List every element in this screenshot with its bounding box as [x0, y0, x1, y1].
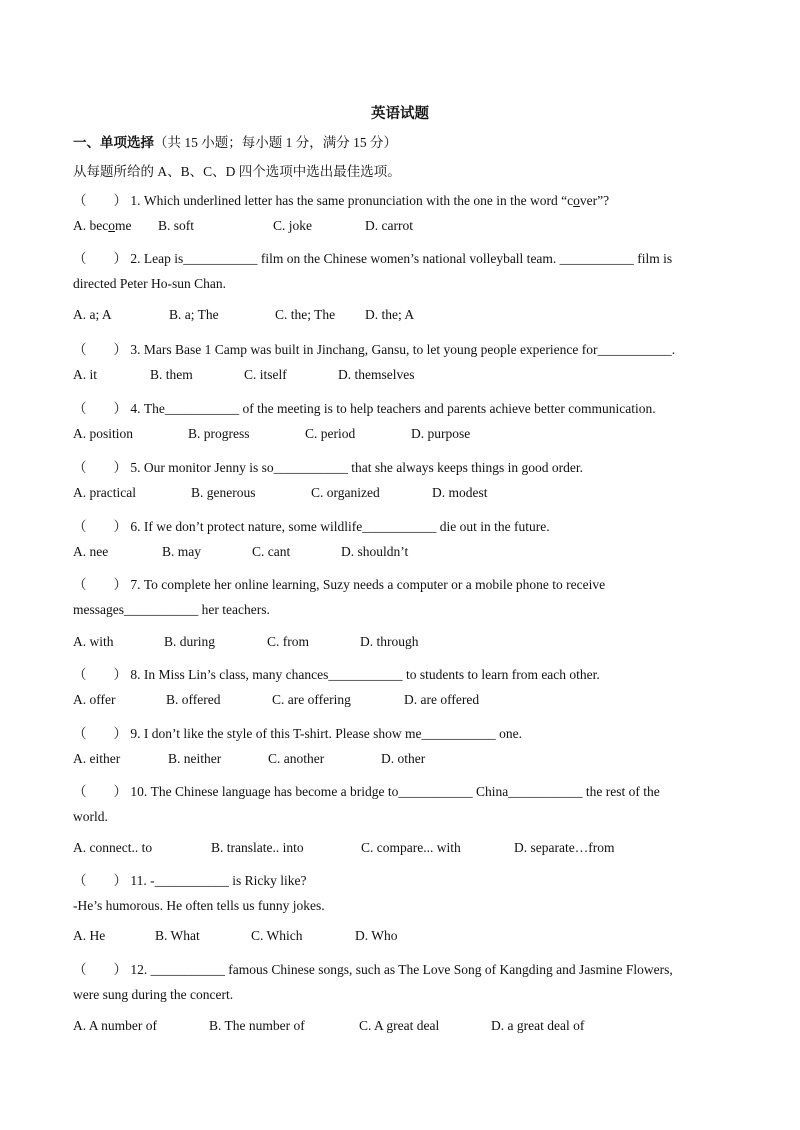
option-a: A. A number of	[73, 1018, 157, 1033]
question-text: 5. Our monitor Jenny is so___________ that she always keeps things in good order.	[130, 460, 583, 475]
question-text: 7. To complete her online learning, Suzy needs a computer or a mobile phone to receive	[130, 577, 606, 592]
option-a: A. it	[73, 367, 98, 382]
question-stem	[73, 780, 660, 800]
answer-blank: （ ）	[73, 251, 131, 266]
question-stem-continued	[73, 987, 233, 1003]
option-a: A. He	[73, 928, 106, 943]
option-c: C. are offering	[272, 692, 351, 707]
option-d: D. Who	[355, 928, 398, 943]
section-note: （共 15 小题；每小题 1 分，满分 15 分）	[154, 135, 397, 150]
question-text: 12. ___________ famous Chinese songs, such as The Love Song of Kangding and Jasmine Flowers,	[130, 962, 673, 977]
answer-blank: （ ）	[73, 401, 131, 416]
question-stem-continued	[73, 276, 226, 292]
option-d: D. the; A	[365, 307, 415, 322]
option-b: B. offered	[166, 692, 221, 707]
question-stem	[73, 869, 306, 889]
option-c: C. organized	[311, 485, 380, 500]
question-text: 4. The___________ of the meeting is to help teachers and parents achieve better communication.	[130, 401, 656, 416]
answer-blank: （ ）	[73, 460, 131, 475]
option-b: B. The number of	[209, 1018, 305, 1033]
option-c: C. period	[305, 426, 356, 441]
option-c: C. joke	[273, 218, 312, 233]
question-stem	[73, 189, 609, 209]
question-text: directed Peter Ho-sun Chan.	[73, 276, 226, 291]
option-a: A. practical	[73, 485, 136, 500]
question-stem	[73, 456, 583, 476]
question-text: messages___________ her teachers.	[73, 602, 270, 617]
question-stem	[73, 958, 673, 978]
page-title: 英语试题	[371, 106, 429, 122]
question-text: 6. If we don’t protect nature, some wildlife___________ die out in the future.	[130, 519, 550, 534]
option-a: A. position	[73, 426, 134, 441]
option-b: B. What	[155, 928, 200, 943]
option-c: C. cant	[252, 544, 291, 559]
option-d: D. separate…from	[514, 840, 615, 855]
question-text: 1. Which underlined letter has the same pronunciation with the one in the word “cover”?	[130, 193, 610, 208]
question-stem	[73, 397, 656, 417]
section-heading-text: 一、单项选择	[73, 135, 154, 150]
question-stem	[73, 722, 522, 742]
option-b: B. them	[150, 367, 193, 382]
option-b: B. translate.. into	[211, 840, 304, 855]
option-b: B. progress	[188, 426, 250, 441]
option-c: C. Which	[251, 928, 303, 943]
option-d: D. modest	[432, 485, 488, 500]
question-text: 3. Mars Base 1 Camp was built in Jinchang, Gansu, to let young people experience for___________.	[130, 342, 676, 357]
section-heading	[73, 131, 397, 151]
question-text: -He’s humorous. He often tells us funny jokes.	[73, 898, 325, 913]
option-c: C. another	[268, 751, 325, 766]
section-instruction: 从每题所给的 A、B、C、D 四个选项中选出最佳选项。	[73, 164, 401, 179]
option-d: D. shouldn’t	[341, 544, 409, 559]
question-text: 11. -___________ is Ricky like?	[130, 873, 307, 888]
answer-blank: （ ）	[73, 193, 131, 208]
question-stem	[73, 338, 675, 358]
option-d: D. are offered	[404, 692, 480, 707]
question-stem-continued	[73, 898, 325, 914]
option-a: A. a; A	[73, 307, 112, 322]
answer-blank: （ ）	[73, 519, 131, 534]
question-stem-continued	[73, 602, 270, 618]
option-a: A. nee	[73, 544, 109, 559]
option-a: A. connect.. to	[73, 840, 153, 855]
option-d: D. carrot	[365, 218, 413, 233]
answer-blank: （ ）	[73, 342, 131, 357]
option-c: C. the; The	[275, 307, 336, 322]
option-c: C. compare... with	[361, 840, 461, 855]
answer-blank: （ ）	[73, 962, 131, 977]
option-a: A. either	[73, 751, 121, 766]
question-stem-continued	[73, 809, 108, 825]
option-c: C. A great deal	[359, 1018, 440, 1033]
option-c: C. itself	[244, 367, 287, 382]
question-text: world.	[73, 809, 108, 824]
option-b: B. a; The	[169, 307, 219, 322]
question-text: 9. I don’t like the style of this T-shirt. Please show me___________ one.	[130, 726, 522, 741]
option-b: B. may	[162, 544, 201, 559]
option-b: B. neither	[168, 751, 222, 766]
question-text: were sung during the concert.	[73, 987, 234, 1002]
answer-blank: （ ）	[73, 873, 131, 888]
option-a: A. offer	[73, 692, 116, 707]
option-a: A. with	[73, 634, 114, 649]
question-text: 8. In Miss Lin’s class, many chances___________ to students to learn from each other.	[130, 667, 600, 682]
answer-blank: （ ）	[73, 726, 131, 741]
answer-blank: （ ）	[73, 667, 131, 682]
option-b: B. during	[164, 634, 216, 649]
option-b: B. soft	[158, 218, 195, 233]
option-c: C. from	[267, 634, 309, 649]
option-d: D. a great deal of	[491, 1018, 585, 1033]
option-d: D. through	[360, 634, 419, 649]
question-stem	[73, 515, 550, 535]
option-a: A. become	[73, 218, 132, 233]
option-d: D. purpose	[411, 426, 471, 441]
question-stem	[73, 663, 600, 683]
option-d: D. other	[381, 751, 426, 766]
answer-blank: （ ）	[73, 784, 131, 799]
question-stem	[73, 573, 605, 593]
answer-blank: （ ）	[73, 577, 131, 592]
option-d: D. themselves	[338, 367, 415, 382]
question-text: 10. The Chinese language has become a bridge to___________ China___________ the rest of the	[130, 784, 660, 799]
question-text: 2. Leap is___________ film on the Chinese women’s national volleyball team. ___________ film is	[130, 251, 673, 266]
option-b: B. generous	[191, 485, 256, 500]
question-stem	[73, 247, 672, 267]
